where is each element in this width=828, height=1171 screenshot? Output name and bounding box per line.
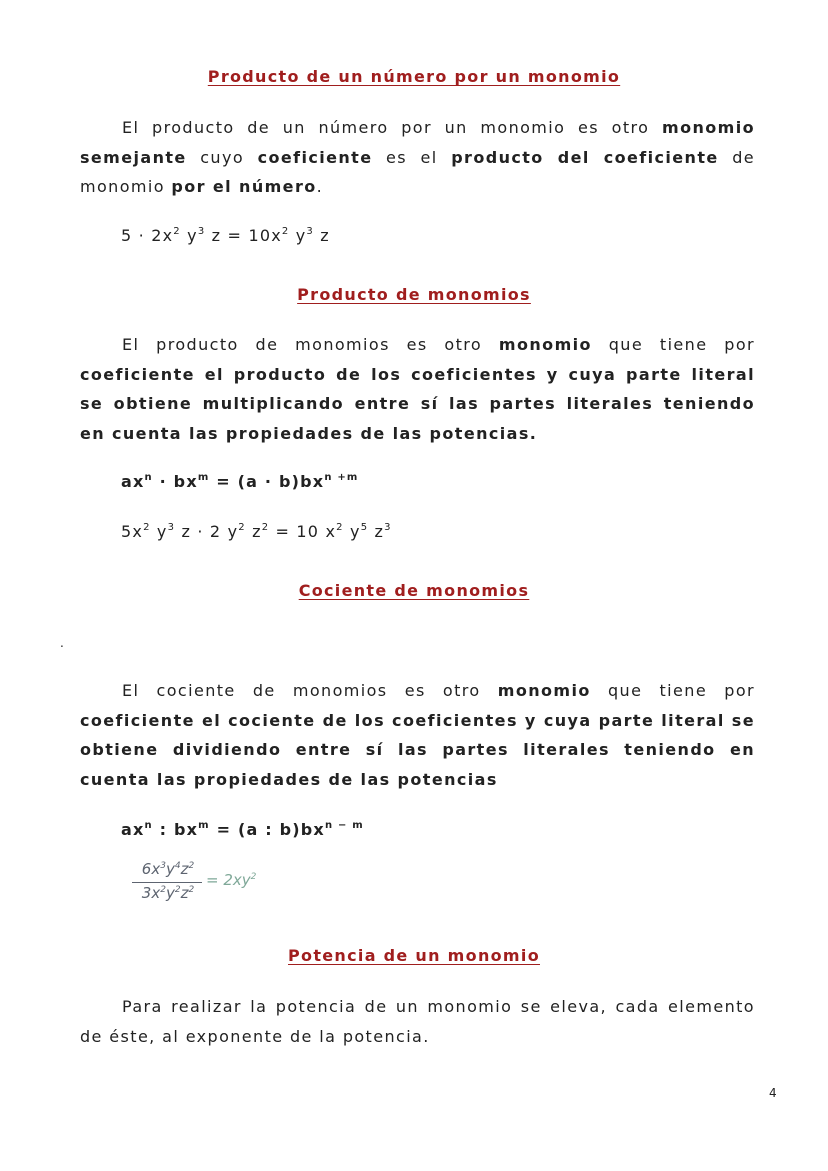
stray-mark: . — [60, 636, 64, 650]
fraction-result: = $2xy^2$ — [206, 871, 257, 889]
paragraph-producto-numero: El producto de un número por un monomio es otro monomio semejante cuyo coeficiente es el producto del coeficiente de monomio por el número. — [80, 118, 755, 196]
heading-potencia-monomio: Potencia de un monomio — [288, 946, 540, 965]
heading-producto-monomios: Producto de monomios — [297, 285, 531, 304]
rule-cociente-monomios: $ax^n$ : $bx^m = (a$ : $b)bx^{n - m}$ — [121, 820, 364, 839]
rule-producto-monomios: $ax^n \cdot bx^m = (a \cdot b)bx^{n +m}$ — [121, 472, 359, 491]
fraction-bar — [132, 882, 202, 883]
paragraph-producto-monomios: El producto de monomios es otro monomio que tiene por coeficiente el producto de los coeficientes y cuya parte literal se obtiene multiplicando entre sí las partes literales teniendo en cuenta las propiedades de las potencias. — [80, 335, 755, 443]
heading-producto-numero: Producto de un número por un monomio — [207, 67, 621, 86]
page-number: 4 — [769, 1086, 777, 1100]
example-cociente-fraction — [132, 858, 282, 908]
example-producto-monomios: $5x^2$ $y^3$ z · 2 $y^2$ $z^2 = 10$ $x^2$ $y^5$ $z^3$ — [121, 522, 392, 541]
heading-cociente-monomios: Cociente de monomios — [298, 581, 530, 600]
fraction-denominator: $3x^2y^2z^2$ — [141, 884, 195, 902]
paragraph-potencia-monomio: Para realizar la potencia de un monomio se eleva, cada elemento de éste, al exponente de la potencia. — [80, 997, 755, 1046]
paragraph-cociente-monomios: El cociente de monomios es otro monomio que tiene por coeficiente el cociente de los coeficientes y cuya parte literal se obtiene dividiendo entre sí las partes literales teniendo en cuenta las propiedades de las potencias — [80, 681, 755, 789]
example-producto-numero: $5 \cdot 2x^2$ $y^3$ $z = 10x^2$ $y^3$ z — [121, 226, 330, 245]
fraction-numerator: $6x^3y^4z^2$ — [141, 860, 195, 878]
